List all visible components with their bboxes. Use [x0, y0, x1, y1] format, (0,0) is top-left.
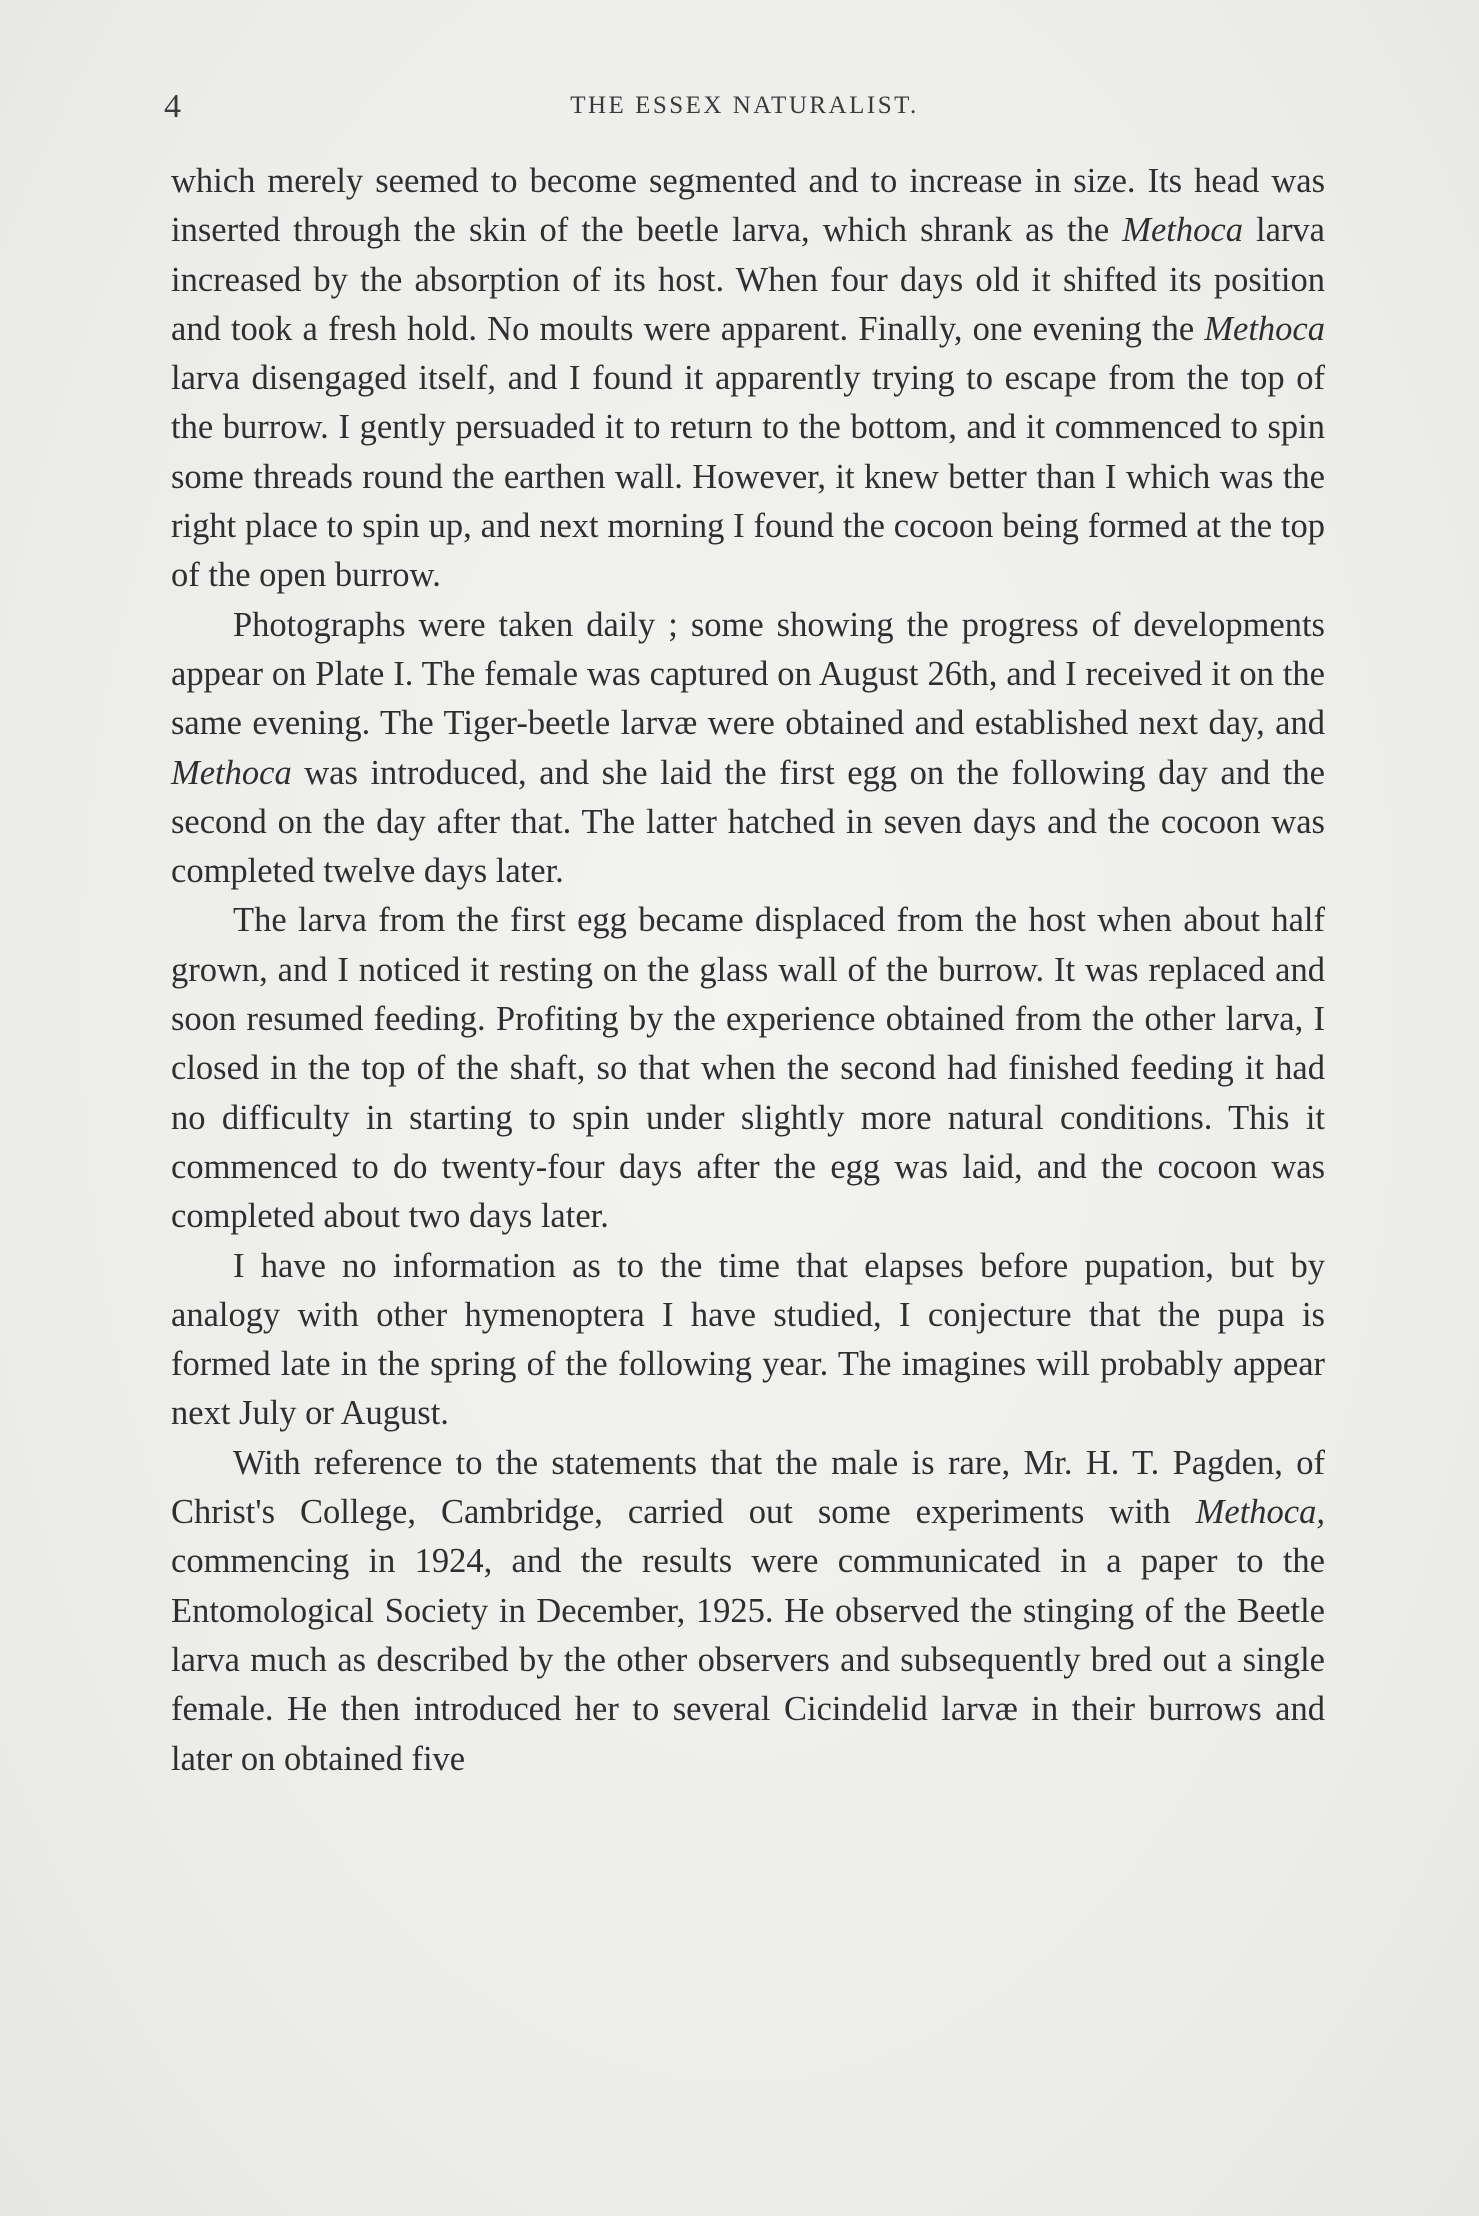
text-segment: was introduced, and she laid the first egg on the following day and the second on the day after that. The latter hatched in seven days and the cocoon was completed twelve days later.: [171, 753, 1325, 891]
italic-genus-name: Methoca: [1204, 309, 1325, 348]
paragraph: [171, 157, 1325, 601]
text-segment: larva disengaged itself, and I found it apparently trying to escape from the top of the burrow. I gently persuaded it to return to the bottom, and it commenced to spin some threads round the earthen wall. However, it knew better than I which was the right place to spin up, and next morning I found the cocoon being formed at the top of the open burrow.: [171, 359, 1325, 595]
text-segment: The larva from the first egg became displaced from the host when about half grown, and I noticed it resting on the glass wall of the burrow. It was replaced and soon resumed feeding. Profiting by the experience obtained from the other larva, I closed in the top of the shaft, so that when the second had finished feeding it had no difficulty in starting to spin under slightly more natural conditions. This it commenced to do twenty-four days after the egg was laid, and the cocoon was completed about two days later.: [171, 901, 1325, 1236]
text-segment: I have no information as to the time that elapses before pupation, but by analogy with other hymenoptera I have studied, I conjecture that the pupa is formed late in the spring of the following year. The imagines will probably appear next July or August.: [171, 1246, 1325, 1433]
paragraph: [171, 601, 1325, 897]
italic-genus-name: Methoca: [1122, 211, 1243, 250]
text-segment: larva increased by the absorption of its host. When four days old it shifted its position and took a fresh hold. No moults were apparent. Finally, one evening the: [171, 211, 1325, 348]
text-segment: Photographs were taken daily ; some showing the progress of developments appear on Plate I. The female was captured on August 26th, and I received it on the same evening. The Tiger-beetle larvæ were obtained and established next day, and: [171, 605, 1325, 743]
text-segment: which merely seemed to become segmented and to increase in size. Its head was inserted through the skin of the beetle larva, which shrank as the: [171, 162, 1325, 250]
page-number: 4: [164, 88, 181, 125]
body-text: [171, 157, 1325, 1784]
paragraph: [171, 1439, 1325, 1784]
text-segment: With reference to the statements that the male is rare, Mr. H. T. Pagden, of Christ's College, Cambridge, carried out some experiments with: [171, 1443, 1325, 1532]
paragraph: [171, 896, 1325, 1241]
italic-genus-name: Methoca,: [1195, 1493, 1325, 1532]
paragraph: [171, 1242, 1325, 1439]
italic-genus-name: Methoca: [171, 753, 292, 792]
text-segment: commencing in 1924, and the results were communicated in a paper to the Entomological Society in December, 1925. He observed the stinging of the Beetle larva much as described by the other observers and subsequently bred out a single female. He then introduced her to several Cicindelid larvæ in their burrows and later on obtained five: [171, 1542, 1325, 1778]
running-title: THE ESSEX NATURALIST.: [570, 92, 919, 119]
page-header: [164, 88, 1325, 132]
